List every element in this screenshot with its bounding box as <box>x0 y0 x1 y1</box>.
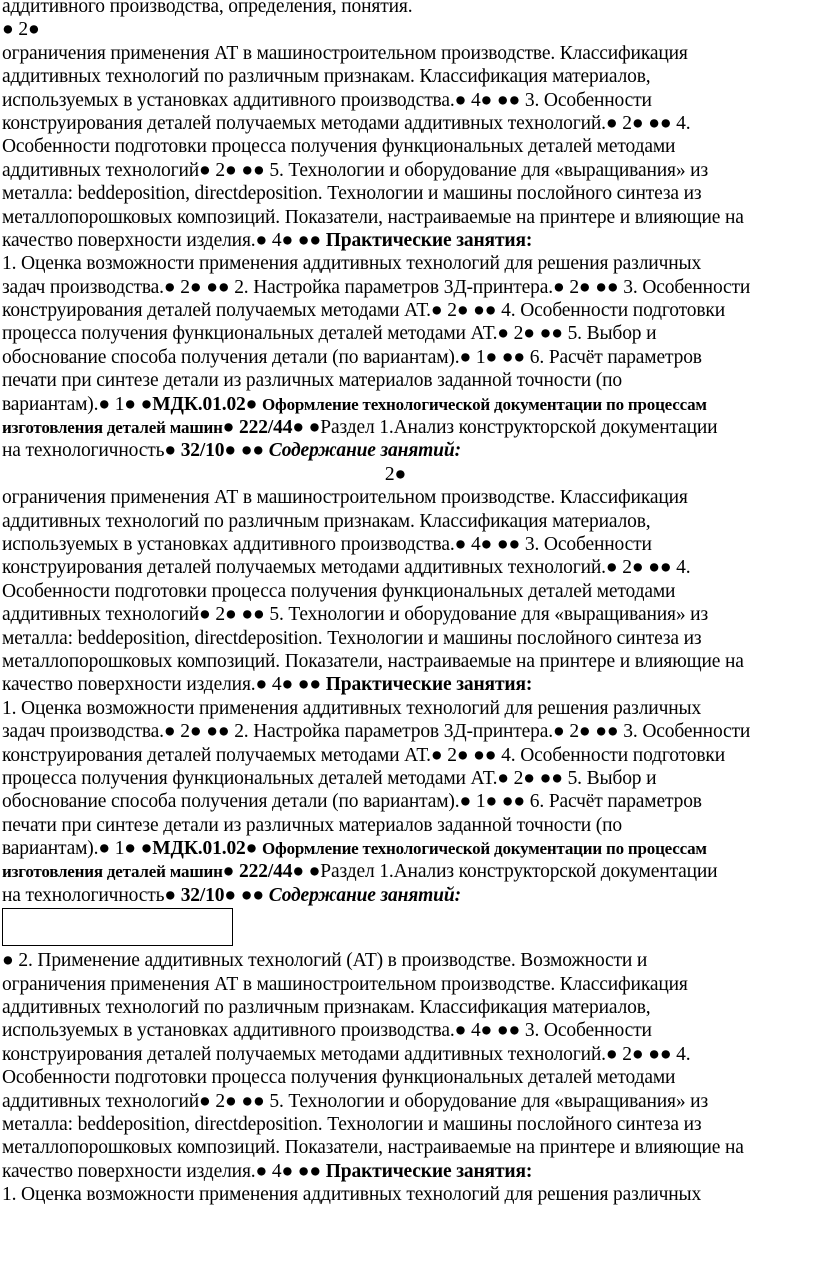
text-run: печати при синтезе детали из различных материалов заданной точности (по <box>2 370 623 392</box>
text-line <box>2 790 814 813</box>
text-line <box>2 393 814 416</box>
text-line <box>2 627 814 650</box>
text-run: 1. Оценка возможности применения аддитивных технологий для решения различных <box>2 1184 702 1206</box>
text-run: металлопорошковых композиций. Показатели, настраиваемые на принтере и влияющие на <box>2 650 744 672</box>
bold-text-run: МДК.01.02 <box>152 393 246 415</box>
text-line <box>2 556 814 579</box>
text-run: ● ●Раздел 1.Анализ конструкторской документации <box>292 417 718 439</box>
text-line <box>2 973 814 996</box>
text-line <box>2 252 814 275</box>
text-line <box>2 439 814 462</box>
text-run: аддитивных технологий● 2● ●● 5. Технологии и оборудование для «выращивания» из <box>2 1090 709 1112</box>
text-run: металла: beddeposition, directdeposition. Технологии и машины послойного синтеза из <box>2 183 702 205</box>
text-run: аддитивных технологий● 2● ●● 5. Технологии и оборудование для «выращивания» из <box>2 159 709 181</box>
text-line <box>2 996 814 1019</box>
text-run: на технологичность <box>2 884 165 906</box>
bold-text-run: 32/10 <box>180 440 225 462</box>
text-run: ● <box>222 861 240 883</box>
text-line <box>2 533 814 556</box>
text-line <box>2 720 814 743</box>
text-run: ● <box>164 440 181 462</box>
text-line <box>2 18 814 41</box>
text-line <box>2 1183 814 1206</box>
text-run: 1. Оценка возможности применения аддитивных технологий для решения различных <box>2 253 702 275</box>
text-run: ● <box>164 884 181 906</box>
text-run: конструирования деталей получаемых методами аддитивных технологий.● 2● ●● 4. <box>2 112 691 134</box>
text-line <box>2 814 814 837</box>
text-run: качество поверхности изделия.● 4● ●● <box>2 229 326 251</box>
text-run: металла: beddeposition, directdeposition. Технологии и машины послойного синтеза из <box>2 1113 702 1135</box>
text-line <box>2 65 814 88</box>
text-line <box>2 673 814 696</box>
text-run: задач производства.● 2● ●● 2. Настройка параметров 3Д-принтера.● 2● ●● 3. Особенности <box>2 721 751 743</box>
text-line <box>2 603 814 626</box>
text-line <box>2 1066 814 1089</box>
text-line <box>2 135 814 158</box>
text-run: ● <box>245 393 263 415</box>
text-run: обоснование способа получения детали (по вариантам).● 1● ●● 6. Расчёт параметров <box>2 791 702 813</box>
text-line <box>2 276 814 299</box>
text-run: ● 2● <box>2 19 40 41</box>
text-run: конструирования деталей получаемых методами АТ.● 2● ●● 4. Особенности подготовки <box>2 300 725 322</box>
text-run: аддитивных технологий по различным признакам. Классификация материалов, <box>2 510 651 532</box>
text-line <box>2 1113 814 1136</box>
text-run: металлопорошковых композиций. Показатели, настраиваемые на принтере и влияющие на <box>2 1137 744 1159</box>
text-line <box>2 0 814 18</box>
text-run: на технологичность <box>2 440 165 462</box>
bold-text-run: изготовления деталей машин <box>2 862 223 882</box>
text-run: 2● <box>384 463 407 485</box>
text-line <box>2 159 814 182</box>
text-run: ● <box>222 417 240 439</box>
bold-text-run: МДК.01.02 <box>152 838 246 860</box>
text-run: вариантам).● 1● ● <box>2 838 153 860</box>
text-line <box>2 89 814 112</box>
text-line <box>2 949 814 972</box>
text-run: конструирования деталей получаемых методами аддитивных технологий.● 2● ●● 4. <box>2 557 691 579</box>
text-run: ● <box>245 838 263 860</box>
text-run: ● 2. Применение аддитивных технологий (АТ) в производстве. Возможности и <box>2 950 648 972</box>
text-run: Особенности подготовки процесса получения функциональных деталей методами <box>2 580 676 602</box>
text-run: процесса получения функциональных деталей методами АТ.● 2● ●● 5. Выбор и <box>2 767 657 789</box>
bold-text-run: 222/44 <box>239 417 293 439</box>
text-line <box>2 860 814 883</box>
text-run: металлопорошковых композиций. Показатели, настраиваемые на принтере и влияющие на <box>2 206 744 228</box>
text-line <box>2 510 814 533</box>
text-line <box>2 299 814 322</box>
text-line <box>2 486 814 509</box>
text-line <box>2 697 814 720</box>
text-run: ограничения применения АТ в машиностроительном производстве. Классификация <box>2 42 688 64</box>
text-run: Особенности подготовки процесса получения функциональных деталей методами <box>2 1067 676 1089</box>
text-line <box>2 42 814 65</box>
text-run: задач производства.● 2● ●● 2. Настройка параметров 3Д-принтера.● 2● ●● 3. Особенности <box>2 276 751 298</box>
text-run: металла: beddeposition, directdeposition. Технологии и машины послойного синтеза из <box>2 627 702 649</box>
text-run: ограничения применения АТ в машиностроительном производстве. Классификация <box>2 973 688 995</box>
bold-text-run: Практические занятия: <box>325 229 533 251</box>
text-run: ● ●Раздел 1.Анализ конструкторской документации <box>292 861 718 883</box>
text-line <box>2 1090 814 1113</box>
text-line <box>2 1043 814 1066</box>
text-line <box>2 416 814 439</box>
text-run: аддитивного производства, определения, понятия. <box>2 0 413 17</box>
text-run: ограничения применения АТ в машиностроительном производстве. Классификация <box>2 487 688 509</box>
bold-text-run: Оформление технологической документации по процессам <box>262 839 707 859</box>
bold-text-run: Содержание занятий: <box>268 440 461 462</box>
text-line <box>2 650 814 673</box>
text-run: ● ●● <box>224 884 269 906</box>
text-run: ● ●● <box>224 440 269 462</box>
bold-text-run: Практические занятия: <box>325 674 533 696</box>
text-line <box>2 112 814 135</box>
text-line <box>2 744 814 767</box>
text-run: качество поверхности изделия.● 4● ●● <box>2 674 326 696</box>
text-run: аддитивных технологий по различным признакам. Классификация материалов, <box>2 66 651 88</box>
text-run: обоснование способа получения детали (по вариантам).● 1● ●● 6. Расчёт параметров <box>2 346 702 368</box>
bold-text-run: Содержание занятий: <box>268 884 461 906</box>
empty-table-cell <box>2 908 233 946</box>
text-line <box>2 229 814 252</box>
text-line <box>2 837 814 860</box>
text-run: аддитивных технологий● 2● ●● 5. Технологии и оборудование для «выращивания» из <box>2 604 709 626</box>
bold-text-run: Оформление технологической документации по процессам <box>262 394 707 414</box>
bold-text-run: изготовления деталей машин <box>2 418 223 438</box>
text-line <box>2 767 814 790</box>
text-run: аддитивных технологий по различным признакам. Классификация материалов, <box>2 997 651 1019</box>
text-run: качество поверхности изделия.● 4● ●● <box>2 1160 326 1182</box>
document-page <box>2 0 814 1207</box>
text-line <box>2 206 814 229</box>
text-run: используемых в установках аддитивного производства.● 4● ●● 3. Особенности <box>2 89 652 111</box>
text-run: 1. Оценка возможности применения аддитивных технологий для решения различных <box>2 697 702 719</box>
text-line <box>2 1160 814 1183</box>
bold-text-run: 222/44 <box>239 861 293 883</box>
text-line <box>2 463 814 486</box>
text-line <box>2 1136 814 1159</box>
text-line <box>2 346 814 369</box>
text-line <box>2 1019 814 1042</box>
bold-text-run: 32/10 <box>180 884 225 906</box>
text-line <box>2 580 814 603</box>
text-run: используемых в установках аддитивного производства.● 4● ●● 3. Особенности <box>2 533 652 555</box>
text-line <box>2 369 814 392</box>
text-run: конструирования деталей получаемых методами аддитивных технологий.● 2● ●● 4. <box>2 1043 691 1065</box>
text-run: печати при синтезе детали из различных материалов заданной точности (по <box>2 814 623 836</box>
bold-text-run: Практические занятия: <box>325 1160 533 1182</box>
text-line <box>2 884 814 907</box>
text-run: вариантам).● 1● ● <box>2 393 153 415</box>
text-run: Особенности подготовки процесса получения функциональных деталей методами <box>2 136 676 158</box>
text-run: используемых в установках аддитивного производства.● 4● ●● 3. Особенности <box>2 1020 652 1042</box>
text-line <box>2 322 814 345</box>
text-run: процесса получения функциональных деталей методами АТ.● 2● ●● 5. Выбор и <box>2 323 657 345</box>
text-line <box>2 182 814 205</box>
text-run: конструирования деталей получаемых методами АТ.● 2● ●● 4. Особенности подготовки <box>2 744 725 766</box>
